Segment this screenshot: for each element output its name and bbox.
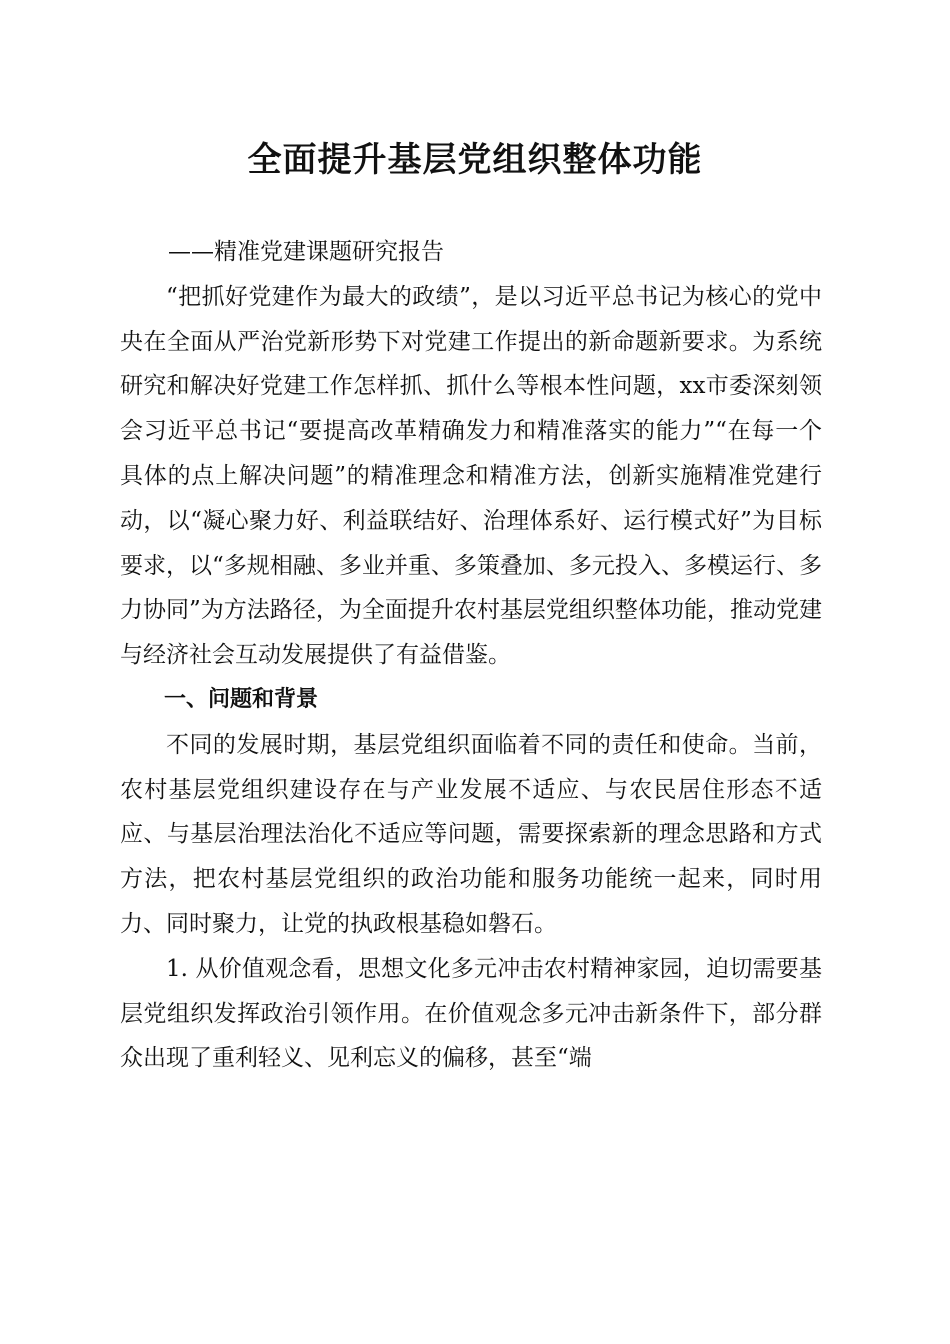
section-heading: 一、问题和背景 xyxy=(164,686,319,712)
document-body xyxy=(120,230,822,1081)
intro-paragraph: “把抓好党建作为最大的政绩”，是以习近平总书记为核心的党中央在全面从严治党新形势下对党建工作提出的新命题新要求。为系统研究和解决好党建工作怎样抓、抓什么等根本性问题，xx市委深刻领会习近平总书记“要提高改革精确发力和精准落实的能力”“在每一个具体的点上解决问题”的精准理念和精准方法，创新实施精准党建行动，以“凝心聚力好、利益联结好、治理体系好、运行模式好”为目标要求，以“多规相融、多业并重、多策叠加、多元投入、多模运行、多力协同”为方法路径，为全面提升农村基层党组织整体功能，推动党建与经济社会互动发展提供了有益借鉴。 xyxy=(120,283,822,669)
document-subtitle: ——精准党建课题研究报告 xyxy=(168,239,444,265)
section-paragraph: 不同的发展时期，基层党组织面临着不同的责任和使命。当前，农村基层党组织建设存在与产业发展不适应、与农民居住形态不适应、与基层治理法治化不适应等问题，需要探索新的理念思路和方式方法，把农村基层党组织的政治功能和服务功能统一起来，同时用力、同时聚力，让党的执政根基稳如磐石。 xyxy=(120,731,822,937)
document-title: 全面提升基层党组织整体功能 xyxy=(247,140,703,180)
section-paragraph: 1. 从价值观念看，思想文化多元冲击农村精神家园，迫切需要基层党组织发挥政治引领作用。在价值观念多元冲击新条件下，部分群众出现了重利轻义、见利忘义的偏移，甚至“端 xyxy=(120,955,822,1072)
